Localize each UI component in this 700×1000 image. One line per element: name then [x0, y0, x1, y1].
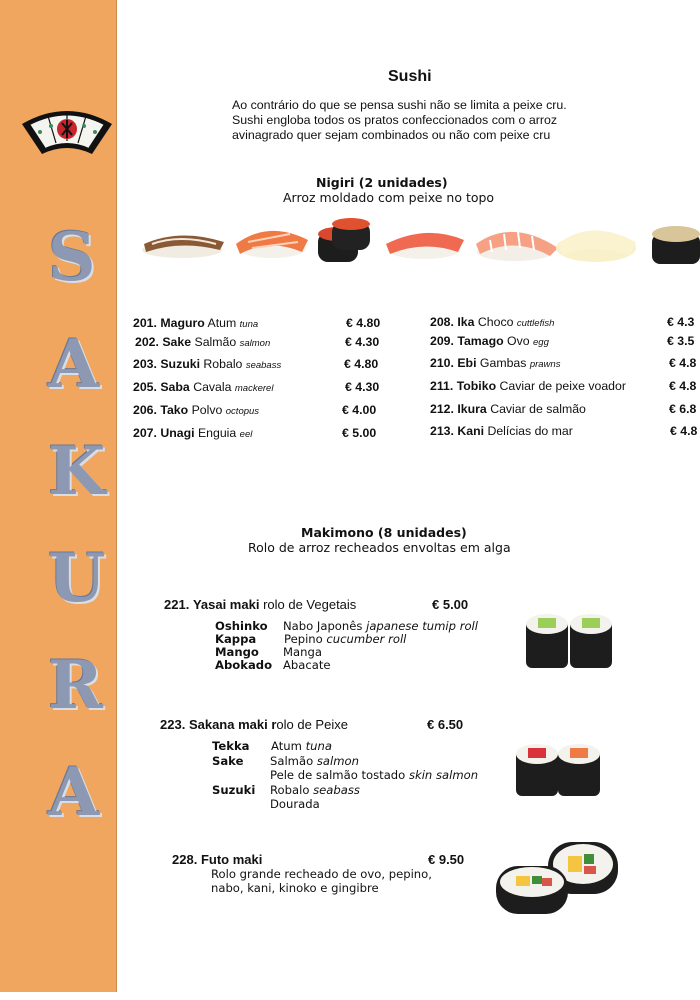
item-price: € 5.00: [342, 426, 377, 440]
yasai-maki-image: [524, 612, 614, 670]
nigiri-item-213: [430, 424, 573, 438]
ingredient-list: [212, 739, 478, 812]
ingredient-value: Manga: [283, 645, 322, 659]
ingredient-key: Oshinko: [215, 619, 268, 633]
ingredient-en: skin salmon: [408, 768, 479, 782]
item-pt-name: Caviar de peixe voador: [499, 379, 626, 393]
item-number: 223.: [160, 717, 186, 732]
ingredient-value: Salmão: [270, 753, 314, 768]
ingredient-row: [212, 739, 478, 754]
ingredient-row: [212, 797, 478, 812]
nigiri-salmon-image: [236, 231, 308, 258]
item-pt-name: Atum: [207, 316, 237, 330]
nigiri-item-212: [430, 402, 586, 416]
item-number: 203.: [133, 357, 157, 371]
sidebar-letter: S: [48, 218, 96, 296]
item-jp-name: Sake: [162, 335, 192, 349]
item-en-name: seabass: [245, 360, 282, 371]
nigiri-item-203: [133, 357, 281, 371]
ingredient-key: Kappa: [215, 632, 257, 646]
item-pt-name: Enguia: [197, 426, 237, 440]
item-number: 228.: [172, 852, 198, 867]
item-price: € 4.00: [342, 403, 377, 417]
item-jp-name: Tobiko: [456, 379, 497, 393]
sidebar-letter: U: [48, 539, 106, 617]
nigiri-item-207: [133, 426, 252, 440]
item-number: 205.: [133, 380, 157, 394]
item-pt-name: Ovo: [507, 334, 530, 348]
item-jp-name: Tamago: [457, 334, 504, 348]
item-en-name: tuna: [239, 319, 259, 330]
nigiri-item-209: [430, 334, 549, 348]
nigiri-item-208: [430, 315, 554, 329]
nigiri-item-211: [430, 379, 626, 393]
item-pt-name: Gambas: [479, 356, 527, 370]
fan-logo-icon: [18, 104, 116, 160]
item-number: 210.: [430, 356, 454, 370]
item-number: 213.: [430, 424, 454, 438]
ingredient-key: Sake: [212, 753, 244, 768]
item-en-name: mackerel: [234, 383, 274, 394]
nigiri-subtitle: Arroz moldado com peixe no topo: [283, 190, 495, 205]
sidebar-letter: A: [48, 753, 100, 831]
ingredient-value: Abacate: [283, 658, 331, 672]
ingredient-key: Suzuki: [212, 782, 256, 797]
futo-maki-image: [492, 838, 622, 916]
item-number: 208.: [430, 315, 454, 329]
ingredient-list: [215, 620, 478, 672]
item-en-name: octopus: [225, 406, 260, 417]
sidebar: [0, 0, 117, 992]
ingredient-value: Robalo: [270, 782, 310, 797]
maki-item-223: [160, 717, 348, 732]
nigiri-item-206: [133, 403, 259, 417]
futo-description: [211, 867, 432, 895]
item-price: € 4.80: [344, 357, 379, 371]
item-pt-name: Salmão: [194, 335, 237, 349]
maki-item-221: [164, 597, 356, 612]
item-jp-name: Sakana maki r: [188, 717, 277, 732]
item-en-name: egg: [533, 337, 549, 348]
item-jp-name: Suzuki: [160, 357, 200, 371]
ingredient-en: japanese tumip roll: [366, 619, 478, 633]
item-number: 202.: [135, 335, 159, 349]
ingredient-key: Mango: [215, 645, 259, 659]
item-pt-name: Caviar de salmão: [490, 402, 586, 416]
item-pt-name: Polvo: [191, 403, 223, 417]
nigiri-prawn-image: [476, 232, 558, 261]
item-pt-name: Cavala: [193, 380, 232, 394]
nigiri-item-205: [133, 380, 273, 394]
nigiri-gunkan-image: [652, 226, 700, 264]
makimono-subtitle: Rolo de arroz recheados envoltas em alga: [248, 540, 511, 555]
item-pt-name: Choco: [477, 315, 514, 329]
item-price: € 4.3: [667, 315, 695, 329]
item-number: 209.: [430, 334, 454, 348]
intro-line: avinagrado quer sejam combinados ou não com peixe cru: [232, 128, 551, 142]
item-price: € 6.8: [669, 402, 697, 416]
ingredient-en: salmon: [316, 753, 359, 768]
nigiri-ika-image: [556, 230, 636, 262]
item-price: € 4.8: [670, 424, 698, 438]
item-number: 221.: [164, 597, 190, 612]
item-price: € 4.30: [345, 335, 380, 349]
page-title: Sushi: [388, 68, 432, 85]
item-price: € 3.5: [667, 334, 695, 348]
item-jp-name: Maguro: [160, 316, 205, 330]
item-pt-name: Robalo: [203, 357, 243, 371]
item-jp-name: Ikura: [457, 402, 487, 416]
ingredient-en: seabass: [313, 782, 360, 797]
ingredient-key: Abokado: [215, 658, 273, 672]
ingredient-value: Pepino: [284, 632, 323, 646]
nigiri-photo-strip: [140, 214, 700, 274]
item-price: € 4.80: [346, 316, 381, 330]
intro-line: Ao contrário do que se pensa sushi não se limita a peixe cru.: [232, 98, 567, 112]
item-pt-name: Delícias do mar: [487, 424, 573, 438]
nigiri-item-210: [430, 356, 560, 370]
ingredient-value: Atum: [271, 739, 302, 753]
maki-item-228: [172, 852, 262, 867]
item-number: 207.: [133, 426, 157, 440]
ingredient-en: tuna: [305, 739, 332, 753]
item-jp-name: Kani: [457, 424, 485, 438]
item-number: 212.: [430, 402, 454, 416]
nigiri-item-201: [133, 316, 258, 330]
ingredient-row: [212, 783, 478, 798]
item-number: 211.: [430, 379, 454, 393]
item-price: € 5.00: [432, 597, 469, 612]
item-number: 206.: [133, 403, 157, 417]
ingredient-key: Tekka: [212, 739, 250, 753]
item-price: € 4.30: [345, 380, 380, 394]
ingredient-row: [212, 754, 478, 769]
sakana-maki-image: [514, 742, 604, 798]
nigiri-ikura-image: [318, 218, 370, 262]
item-en-name: salmon: [239, 338, 271, 349]
item-jp-name: Unagi: [160, 426, 195, 440]
item-price: € 9.50: [428, 852, 465, 867]
item-en-name: prawns: [529, 359, 561, 370]
nigiri-tuna-image: [386, 233, 464, 259]
description-line: nabo, kani, kinoko e gingibre: [211, 881, 379, 895]
item-price: € 4.8: [669, 356, 697, 370]
ingredient-value: Nabo Japonês: [283, 619, 363, 633]
makimono-title: Makimono (8 unidades): [301, 525, 467, 540]
item-jp-name: Ebi: [457, 356, 477, 370]
ingredient-en: cucumber roll: [326, 632, 407, 646]
nigiri-item-202: [135, 335, 270, 349]
item-jp-name: Tako: [160, 403, 189, 417]
item-jp-name: Saba: [160, 380, 190, 394]
item-number: 201.: [133, 316, 157, 330]
sidebar-letter: K: [48, 432, 106, 510]
description-line: Rolo grande recheado de ovo, pepino,: [211, 867, 432, 881]
intro-line: Sushi engloba todos os pratos confeccionados com o arroz: [232, 113, 558, 127]
item-jp-name: Yasai maki: [192, 597, 260, 612]
item-description: olo de Peixe: [276, 717, 348, 732]
nigiri-eel-image: [142, 235, 224, 258]
ingredient-row: [215, 659, 478, 672]
item-price: € 4.8: [669, 379, 697, 393]
ingredient-value: Dourada: [270, 797, 320, 811]
nigiri-title: Nigiri (2 unidades): [316, 175, 448, 190]
item-en-name: eel: [239, 429, 253, 440]
item-jp-name: Ika: [457, 315, 475, 329]
item-price: € 6.50: [427, 717, 464, 732]
item-en-name: cuttlefish: [516, 318, 555, 329]
item-jp-name: Futo maki: [200, 852, 263, 867]
ingredient-value: Pele de salmão tostado: [270, 768, 406, 782]
ingredient-row: [212, 768, 478, 783]
intro-text: [232, 98, 612, 143]
sidebar-letter: R: [48, 646, 103, 724]
sidebar-letter: A: [48, 325, 100, 403]
item-description: rolo de Vegetais: [263, 597, 357, 612]
